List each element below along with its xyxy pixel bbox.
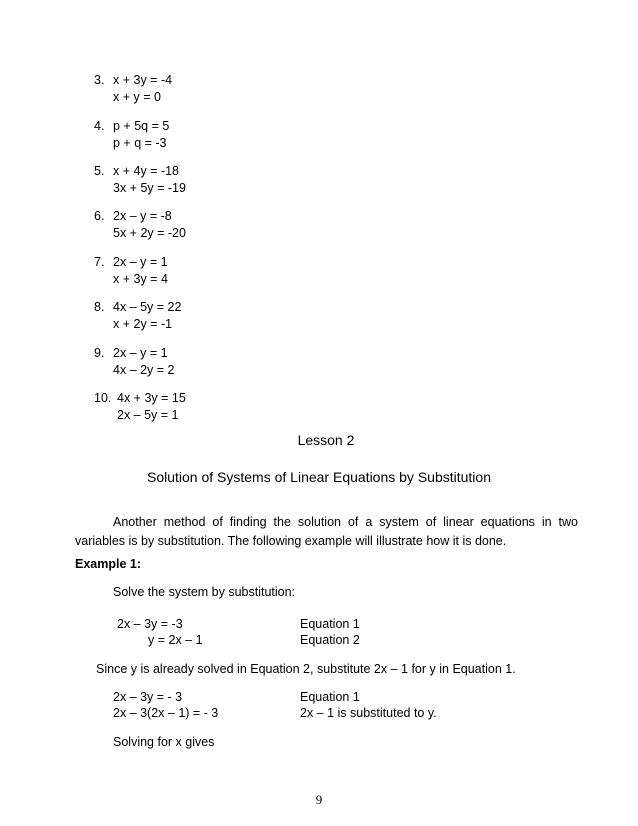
exercise-equation: x + 3y = -4 [113,73,173,87]
since-text: Since y is already solved in Equation 2, substitute 2x – 1 for y in Equation 1. [96,662,516,676]
intro-paragraph [75,513,578,551]
page-number: 9 [315,792,323,807]
substitution-line-1-label: Equation 1 [300,690,360,704]
substitution-line-1: 2x – 3y = - 3 [113,690,183,704]
exercise-number: 4. [94,119,105,133]
exercise-equation: 4x + 3y = 15 [117,391,186,405]
exercise-number: 5. [94,164,105,178]
exercise-equation: 2x – y = 1 [113,346,168,360]
exercise-equation: 5x + 2y = -20 [113,226,186,240]
system-equation-1: 2x – 3y = -3 [117,617,183,631]
system-equation-2: y = 2x – 1 [148,633,203,647]
example-instruction: Solve the system by substitution: [113,585,296,599]
exercise-equation: p + q = -3 [113,136,167,150]
system-equation-2-label: Equation 2 [300,633,360,647]
exercise-equation: x + y = 0 [113,90,161,104]
substitution-line-2-label: 2x – 1 is substituted to y. [300,706,437,720]
intro-text: Another method of finding the solution of a system of linear equations in two variables is by substitution. The following example will illustrate how it is done. [75,515,578,548]
exercise-equation: 2x – y = 1 [113,255,168,269]
lesson-subtitle: Solution of Systems of Linear Equations by Substitution [147,469,491,485]
exercise-equation: x + 3y = 4 [113,272,168,286]
exercise-equation: 3x + 5y = -19 [113,181,186,195]
lesson-title: Lesson 2 [297,432,355,448]
exercise-equation: x + 2y = -1 [113,317,173,331]
exercise-number: 10. [94,391,112,405]
exercise-number: 8. [94,300,105,314]
substitution-line-2: 2x – 3(2x – 1) = - 3 [113,706,219,720]
exercise-number: 6. [94,209,105,223]
exercise-number: 7. [94,255,105,269]
system-equation-1-label: Equation 1 [300,617,360,631]
exercise-equation: 4x – 5y = 22 [113,300,182,314]
exercise-equation: 2x – y = -8 [113,209,172,223]
example-heading: Example 1: [75,557,142,571]
exercise-number: 9. [94,346,105,360]
exercise-equation: 2x – 5y = 1 [117,408,179,422]
solving-text: Solving for x gives [113,735,215,749]
exercise-number: 3. [94,73,105,87]
exercise-equation: p + 5q = 5 [113,119,170,133]
exercise-equation: 4x – 2y = 2 [113,363,175,377]
exercise-equation: x + 4y = -18 [113,164,180,178]
